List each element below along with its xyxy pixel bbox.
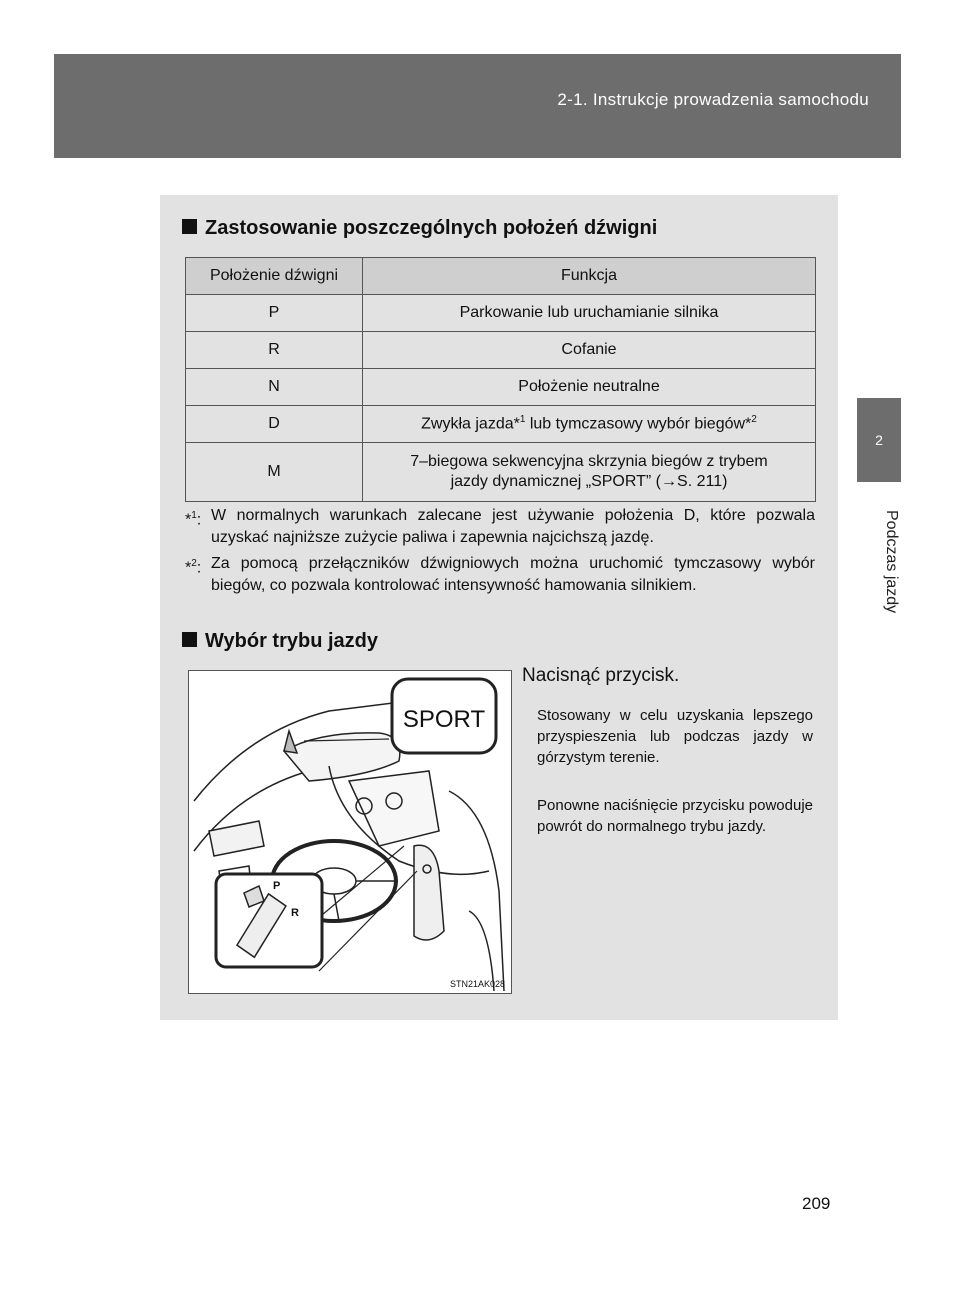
sport-button-illustration (188, 670, 512, 994)
function-cell: Zwykła jazda*$^1$ lub tymczasowy wybór biegów*$^2$ (363, 406, 816, 443)
page-number: 209 (802, 1194, 831, 1213)
step-description: Ponowne naciśnięcie przycisku powoduje powrót do normalnego trybu jazdy. (537, 797, 813, 835)
table-row (186, 369, 816, 406)
car-interior-drawing (189, 671, 511, 993)
section-heading-drive-mode: Wybór trybu jazdy (182, 630, 378, 653)
step-title: Nacisnąć przycisk. (522, 665, 680, 686)
position-cell: M (186, 443, 363, 502)
square-bullet-icon (182, 219, 197, 234)
section-heading-positions: Zastosowanie poszczególnych położeń dźwigni (182, 217, 657, 240)
function-cell: Parkowanie lub uruchamianie silnika (363, 295, 816, 332)
function-cell: Cofanie (363, 332, 816, 369)
position-cell: N (186, 369, 363, 406)
header-bar (54, 54, 901, 158)
lever-positions-table (185, 257, 816, 502)
footnote: *$^1$: W normalnych warunkach zalecane jest używanie położenia D, które pozwala uzyskać najniższe zużycie paliwa i zapewnia najcichszą jazdę. (185, 507, 815, 546)
header-title: 2-1. Instrukcje prowadzenia samochodu (557, 90, 869, 109)
table-row (186, 332, 816, 369)
footnotes (185, 505, 815, 601)
footnote: *$^2$: Za pomocą przełączników dźwigniowych można uruchomić tymczasowy wybór biegów, co pozwala kontrolować intensywność hamowania silnikiem. (185, 555, 815, 594)
sport-callout-label: SPORT (402, 706, 486, 733)
column-header-function: Funkcja (363, 258, 816, 295)
square-bullet-icon (182, 632, 197, 647)
lever-p-label: P (273, 880, 281, 892)
chapter-title: Podczas jazdy (883, 510, 900, 614)
lever-r-label: R (291, 907, 299, 919)
table-row (186, 406, 816, 443)
illustration-code: STN21AK028 (449, 979, 505, 989)
position-cell: D (186, 406, 363, 443)
position-cell: P (186, 295, 363, 332)
arrow-right-icon: → (661, 473, 678, 490)
table-row (186, 443, 816, 502)
step-description: Stosowany w celu uzyskania lepszego przyspieszenia lub podczas jazdy w górzystym terenie. (537, 707, 813, 766)
chapter-number-tab: 2 (857, 398, 901, 482)
function-cell: 7–biegowa sekwencyjna skrzynia biegów z trybem jazdy dynamicznej „SPORT” (→S. 211) (363, 443, 816, 502)
function-cell: Położenie neutralne (363, 369, 816, 406)
table-row (186, 295, 816, 332)
column-header-position: Położenie dźwigni (186, 258, 363, 295)
position-cell: R (186, 332, 363, 369)
content-box (160, 195, 838, 1020)
